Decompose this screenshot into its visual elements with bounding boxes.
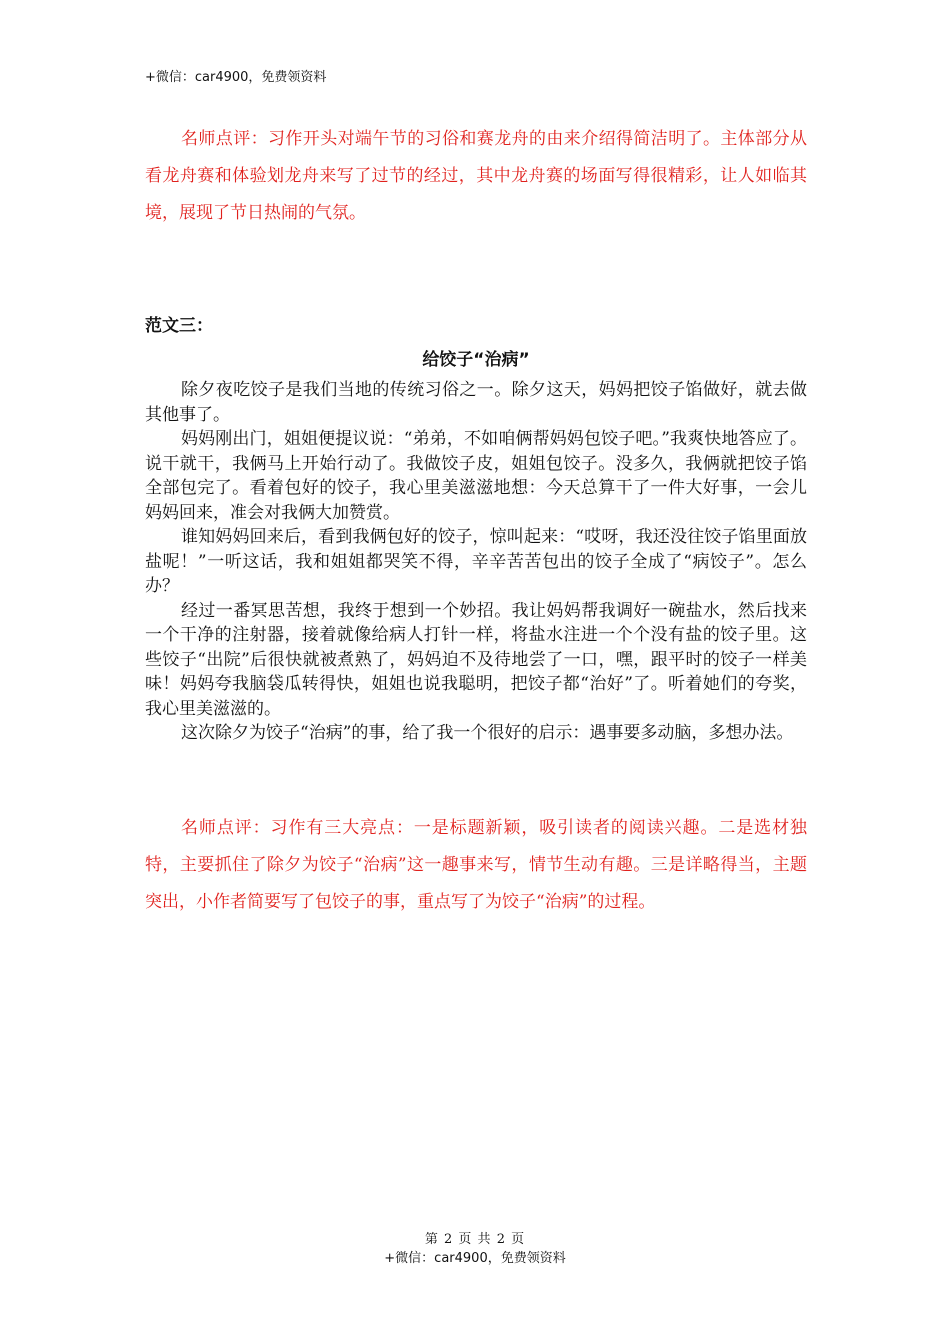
essay-paragraph: 除夕夜吃饺子是我们当地的传统习俗之一。除夕这天，妈妈把饺子馅做好，就去做其他事了。: [145, 380, 807, 425]
essay-paragraph: 经过一番冥思苦想，我终于想到一个妙招。我让妈妈帮我调好一碗盐水，然后找来一个干净的注射器，接着就像给病人打针一样，将盐水注进一个个没有盐的饺子里。这些饺子“出院”后很快就被煮熟了，妈妈迫不及待地尝了一口，嘿，跟平时的饺子一样美味！妈妈夸我脑袋瓜转得快，姐姐也说我聪明，把饺子都“治好”了。听着她们的夸奖，我心里美滋滋的。: [145, 600, 807, 719]
essay-title: 给饺子“治病”: [422, 350, 530, 370]
footer-note: +微信：car4900，免费领资料: [384, 1251, 566, 1266]
page-number: 第 2 页 共 2 页: [424, 1232, 526, 1247]
essay-body: [145, 378, 807, 746]
essay-paragraph: 这次除夕为饺子“治病”的事，给了我一个很好的启示：遇事要多动脑，多想办法。: [181, 723, 794, 743]
essay-paragraph: 谁知妈妈回来后，看到我俩包好的饺子，惊叫起来：“哎呀，我还没往饺子馅里面放盐呢！”一听这话，我和姐姐都哭笑不得，辛辛苦苦包出的饺子全成了“病饺子”。怎么办？: [145, 527, 807, 596]
teacher-comment-2: 名师点评：习作有三大亮点：一是标题新颖，吸引读者的阅读兴趣。二是选材独特，主要抓住了除夕为饺子“治病”这一趣事来写，情节生动有趣。三是详略得当，主题突出，小作者简要写了包饺子的事，重点写了为饺子“治病”的过程。: [145, 818, 807, 912]
teacher-comment-1: 名师点评：习作开头对端午节的习俗和赛龙舟的由来介绍得简洁明了。主体部分从看龙舟赛和体验划龙舟来写了过节的经过，其中龙舟赛的场面写得很精彩，让人如临其境，展现了节日热闹的气氛。: [145, 129, 807, 223]
essay-paragraph: 妈妈刚出门，姐姐便提议说：“弟弟，不如咱俩帮妈妈包饺子吧。”我爽快地答应了。说干就干，我俩马上开始行动了。我做饺子皮，姐姐包饺子。没多久，我俩就把饺子馅全部包完了。看着包好的饺子，我心里美滋滋地想：今天总算干了一件大好事，一会儿妈妈回来，准会对我俩大加赞赏。: [145, 429, 807, 523]
header-note: +微信：car4900，免费领资料: [145, 70, 327, 85]
section-label: 范文三：: [145, 316, 213, 336]
